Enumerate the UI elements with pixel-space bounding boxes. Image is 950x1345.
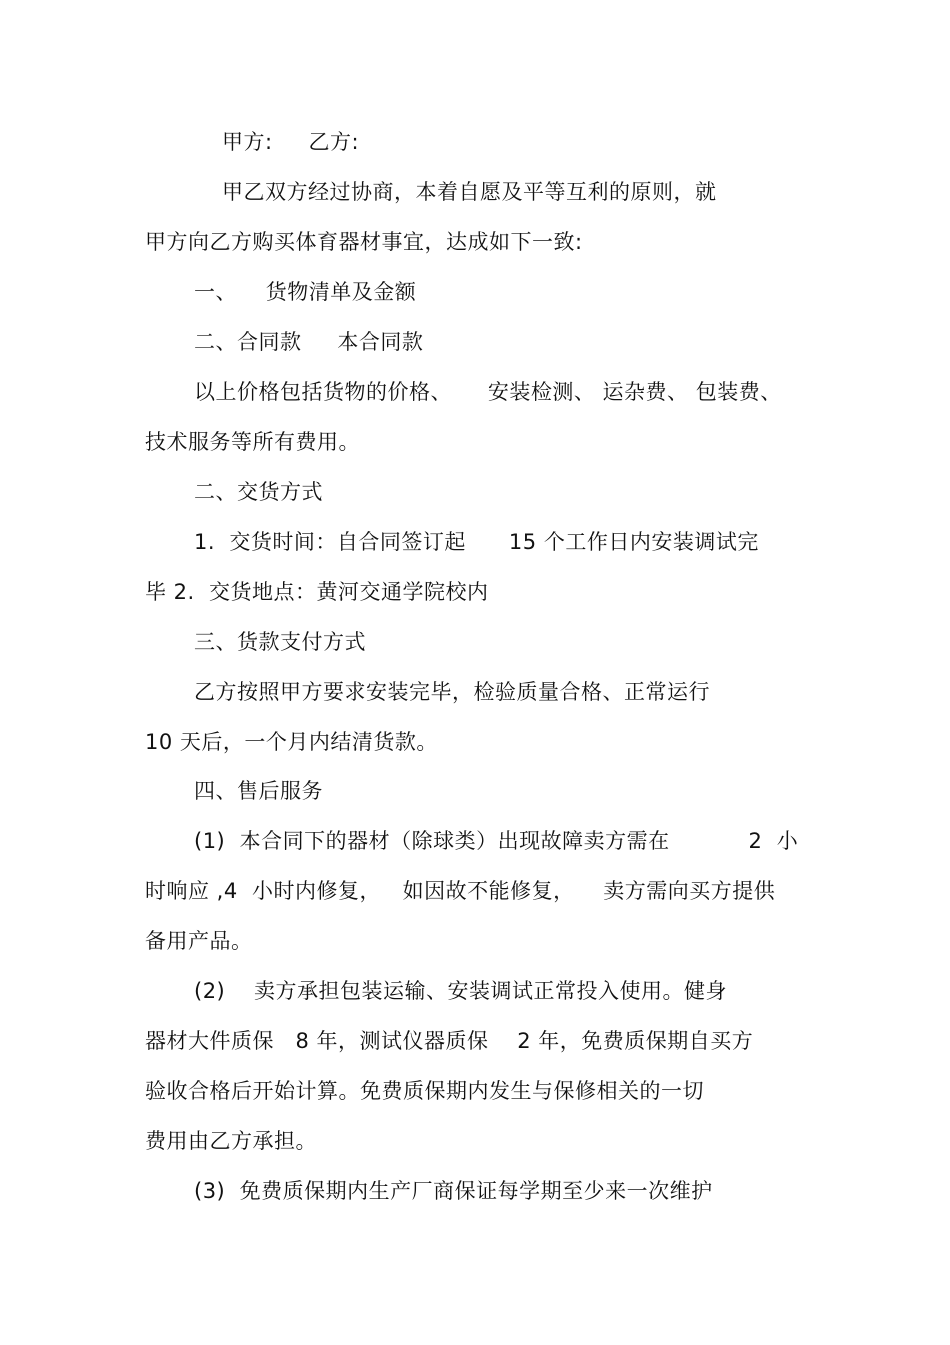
paragraph-line: 甲方向乙方购买体育器材事宜，达成如下一致: (145, 230, 583, 254)
paragraph-line: 验收合格后开始计算。免费质保期内发生与保修相关的一切 (145, 1079, 704, 1103)
section-heading: 二、合同款 本合同款 (194, 330, 424, 354)
paragraph-line: (2) 卖方承担包装运输、安装调试正常投入使用。健身 (194, 979, 727, 1003)
section-heading: 四、售后服务 (194, 779, 323, 803)
paragraph-line: 1. 交货时间：自合同签订起 15 个工作日内安装调试完 (194, 530, 759, 554)
paragraph-line: 10 天后，一个月内结清货款。 (145, 730, 438, 754)
paragraph-line: (1) 本合同下的器材（除球类）出现故障卖方需在 2 小 (194, 829, 799, 853)
paragraph-line: 备用产品。 (145, 929, 253, 953)
paragraph-line: 甲乙双方经过协商，本着自愿及平等互利的原则，就 (222, 180, 717, 204)
section-heading: 三、货款支付方式 (194, 630, 366, 654)
paragraph-line: 时响应 ,4 小时内修复， 如因故不能修复， 卖方需向买方提供 (145, 879, 776, 903)
paragraph-line: 乙方按照甲方要求安装完毕，检验质量合格、正常运行 (194, 680, 710, 704)
paragraph-line: (3) 免费质保期内生产厂商保证每学期至少来一次维护 (194, 1179, 713, 1203)
paragraph-line: 费用由乙方承担。 (145, 1129, 317, 1153)
paragraph-line: 以上价格包括货物的价格、 安装检测、 运杂费、 包装费、 (194, 380, 782, 404)
paragraph-line: 器材大件质保 8 年，测试仪器质保 2 年，免费质保期自买方 (145, 1029, 754, 1053)
paragraph-line: 毕 2. 交货地点：黄河交通学院校内 (145, 580, 489, 604)
paragraph-line: 技术服务等所有费用。 (145, 430, 360, 454)
section-heading: 二、交货方式 (194, 480, 323, 504)
section-heading: 一、 货物清单及金额 (194, 280, 417, 304)
party-line: 甲方: 乙方: (222, 130, 360, 154)
